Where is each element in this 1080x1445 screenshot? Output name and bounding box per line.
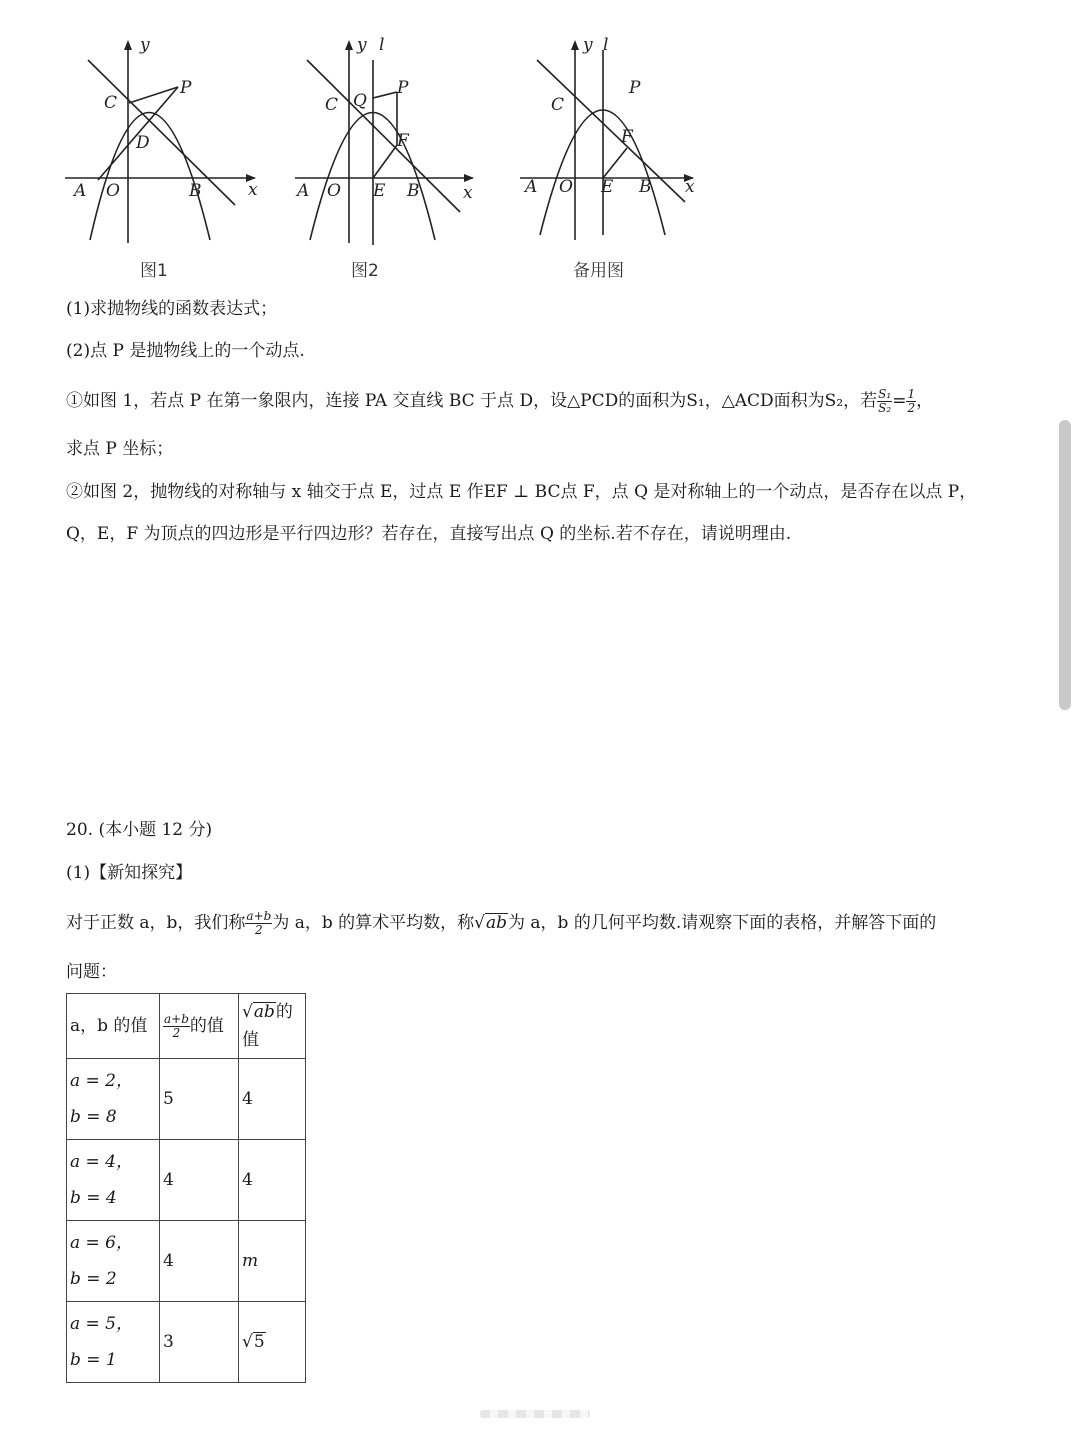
q19-sub1-line2: 求点 P 坐标； xyxy=(66,439,174,459)
label-p: P xyxy=(180,78,192,98)
q19-part1: (1)求抛物线的函数表达式； xyxy=(66,299,278,319)
cell-mean: 3 xyxy=(160,1302,239,1383)
sqrt-sign: √ xyxy=(474,913,485,933)
vertical-scrollbar[interactable] xyxy=(1059,420,1071,710)
figure-2-caption: 图2 xyxy=(351,261,379,281)
label-a: A xyxy=(525,177,538,197)
figure-1-caption: 图1 xyxy=(140,261,168,281)
table-header-row xyxy=(67,994,306,1059)
label-p: P xyxy=(397,78,409,98)
cell-ab xyxy=(67,1302,160,1383)
table-row xyxy=(67,1059,306,1140)
q20-header: 20. (本小题 12 分) xyxy=(66,820,213,840)
label-o: O xyxy=(327,181,341,201)
label-y: y xyxy=(583,35,593,55)
page-indicator-bar xyxy=(480,1410,590,1418)
cell-geo: m xyxy=(239,1221,306,1302)
label-y: y xyxy=(357,35,367,55)
label-c: C xyxy=(104,93,118,113)
label-x: x xyxy=(248,180,258,200)
cell-b-value: b = 4 xyxy=(70,1188,117,1208)
header-mean-fraction xyxy=(163,1013,190,1040)
figure-1 xyxy=(60,30,270,281)
intro-text-c: 为 a，b 的几何平均数.请观察下面的表格，并解答下面的 xyxy=(508,913,937,933)
label-c: C xyxy=(551,95,565,115)
table-row xyxy=(67,1221,306,1302)
figure-backup-caption: 备用图 xyxy=(573,261,624,281)
label-x: x xyxy=(463,183,473,203)
cell-mean: 4 xyxy=(160,1140,239,1221)
cell-mean: 5 xyxy=(160,1059,239,1140)
header-mean-numerator: a+b xyxy=(164,1012,189,1026)
cell-ab xyxy=(67,1221,160,1302)
q19-sub2-line2: Q，E，F 为顶点的四边形是平行四边形？若存在，直接写出点 Q 的坐标.若不存在，请说明理由. xyxy=(66,524,792,544)
q20-intro-line1 xyxy=(66,910,936,937)
line-qp xyxy=(373,92,397,98)
figure-2 xyxy=(285,30,485,281)
cell-b-value: b = 2 xyxy=(70,1269,117,1289)
line-ef xyxy=(373,145,397,178)
mean-comparison-table xyxy=(66,993,306,1383)
cell-b-value: b = 8 xyxy=(70,1107,117,1127)
header-mean-denominator: 2 xyxy=(172,1026,181,1040)
figure-2-graph xyxy=(285,30,485,255)
cell-ab xyxy=(67,1059,160,1140)
label-e: E xyxy=(373,181,386,201)
header-geo-mean xyxy=(239,994,306,1059)
label-l: l xyxy=(379,35,385,55)
header-geo-suffix2: 值 xyxy=(242,1030,259,1050)
label-b: B xyxy=(407,181,420,201)
header-ab xyxy=(67,994,160,1059)
header-mean-suffix: 的值 xyxy=(189,1016,224,1036)
header-geo-radicand: ab xyxy=(253,1002,275,1022)
intro-text-a: 对于正数 a，b，我们称 xyxy=(66,913,246,933)
label-o: O xyxy=(559,177,573,197)
q19-part2: (2)点 P 是抛物线上的一个动点. xyxy=(66,341,305,361)
q19-sub1-line1 xyxy=(66,388,933,415)
q20-part1: (1)【新知探究】 xyxy=(66,863,193,883)
ratio-numerator: S₁ xyxy=(878,387,892,401)
figure-backup xyxy=(515,30,705,281)
cell-geo-radicand: 5 xyxy=(253,1332,265,1352)
label-d: D xyxy=(136,133,150,153)
label-y: y xyxy=(140,35,150,55)
header-ab-label: a，b 的值 xyxy=(70,1016,148,1036)
cell-ab xyxy=(67,1140,160,1221)
q19-sub1-text: ①如图 1，若点 P 在第一象限内，连接 PA 交直线 BC 于点 D，设△PCD的面积为S₁，△ACD面积为S₂，若 xyxy=(66,391,878,411)
cell-geo xyxy=(239,1302,306,1383)
table-row xyxy=(67,1302,306,1383)
cell-geo: 4 xyxy=(239,1059,306,1140)
cell-a-value: a = 4， xyxy=(70,1152,134,1172)
line-ef xyxy=(603,148,627,178)
cell-geo: 4 xyxy=(239,1140,306,1221)
label-q: Q xyxy=(353,91,367,111)
half-numerator: 1 xyxy=(907,387,916,401)
q20-intro-line2: 问题： xyxy=(66,962,117,982)
q19-sub2-line1: ②如图 2，抛物线的对称轴与 x 轴交于点 E，过点 E 作EF ⊥ BC点 F，点 Q 是对称轴上的一个动点，是否存在以点 P， xyxy=(66,482,977,502)
ratio-fraction xyxy=(877,388,892,415)
table-row xyxy=(67,1140,306,1221)
equals-sign: = xyxy=(892,391,907,411)
label-f: F xyxy=(397,131,409,151)
label-b: B xyxy=(189,181,202,201)
label-x: x xyxy=(685,177,695,197)
cell-a-value: a = 5， xyxy=(70,1314,134,1334)
comma: ， xyxy=(916,391,934,411)
label-c: C xyxy=(325,95,339,115)
cell-a-value: a = 6， xyxy=(70,1233,134,1253)
sqrt-sign: √ xyxy=(242,1332,253,1352)
figure-1-graph xyxy=(60,30,270,255)
arith-mean-denominator: 2 xyxy=(255,923,263,937)
half-denominator: 2 xyxy=(907,401,916,415)
intro-text-b: 为 a，b 的算术平均数，称 xyxy=(272,913,475,933)
half-fraction xyxy=(906,388,916,415)
label-l: l xyxy=(603,35,609,55)
figure-backup-graph xyxy=(515,30,705,255)
label-a: A xyxy=(74,181,87,201)
cell-mean: 4 xyxy=(160,1221,239,1302)
label-e: E xyxy=(601,177,614,197)
label-a: A xyxy=(297,181,310,201)
ratio-denominator: S₂ xyxy=(878,401,892,415)
arith-mean-fraction xyxy=(245,910,272,937)
label-o: O xyxy=(106,181,120,201)
parabola xyxy=(90,113,210,241)
label-f: F xyxy=(621,127,633,147)
header-geo-suffix1: 的 xyxy=(275,1002,293,1022)
sqrt-sign: √ xyxy=(242,1002,253,1022)
label-b: B xyxy=(639,177,652,197)
cell-b-value: b = 1 xyxy=(70,1350,117,1370)
cell-a-value: a = 2， xyxy=(70,1071,134,1091)
arith-mean-numerator: a+b xyxy=(246,909,272,923)
label-p: P xyxy=(629,78,641,98)
geo-mean-radicand: ab xyxy=(485,913,508,933)
header-arith-mean xyxy=(160,994,239,1059)
